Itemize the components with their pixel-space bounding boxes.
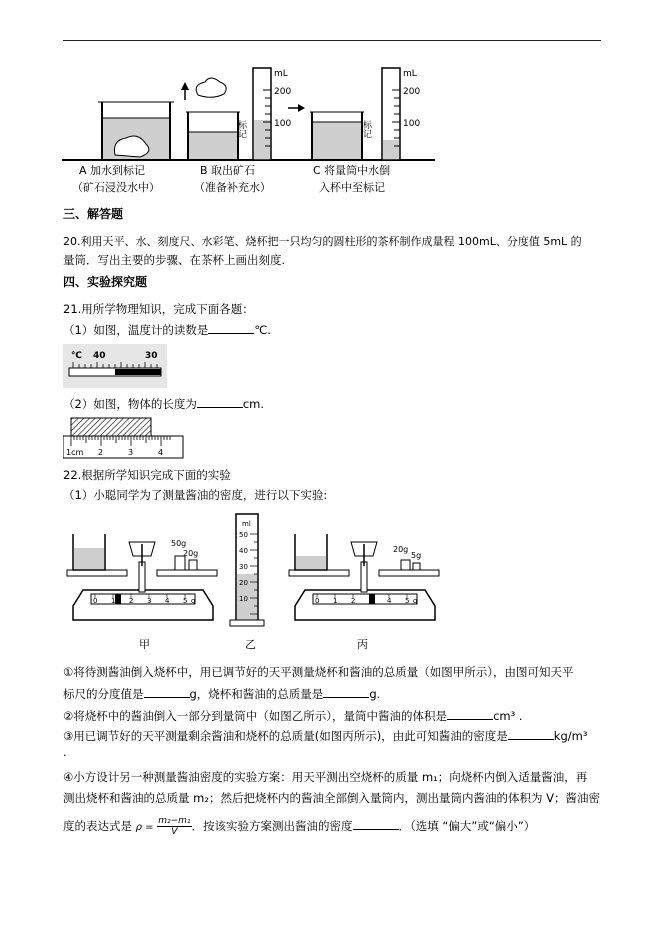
bing-weight-20g: 20g [393, 545, 409, 554]
cylinder-figure-yi [228, 512, 268, 628]
q21-part2-prefix: （2）如图，物体的长度为 [63, 397, 197, 411]
bing-mark-g: g [413, 597, 418, 605]
q21-part2-suffix: cm. [242, 397, 265, 411]
q22-step4-c: ．（选填 “偏大”或“偏小”） [398, 819, 536, 833]
q21-part1 [63, 322, 271, 338]
formula-lhs: ρ = [135, 822, 154, 833]
thermo-label-right: 30 [145, 351, 158, 361]
q22-step4-a: 度的表达式是 [63, 819, 132, 833]
q22-division-blank[interactable] [144, 686, 190, 698]
ruler-label-4: 4 [158, 448, 164, 457]
bing-weight-5g: 5g [411, 551, 422, 560]
cyl-yi-tick-40: 40 [239, 547, 248, 555]
mark-label-1: 标记 [236, 120, 246, 138]
balance-figure-jia [63, 528, 223, 628]
q22-step4-line1: ④小方设计另一种测量酱油密度的实验方案：用天平测出空烧杯的质量 m₁；向烧杯内倒入适量酱油，再 [63, 770, 588, 784]
bing-mark-0: 0 [315, 597, 320, 605]
q22-bias-blank[interactable] [353, 818, 399, 830]
q22-step2-a: ②将烧杯中的酱油倒入一部分到量筒中（如图乙所示），量筒中酱油的体积是 [63, 709, 448, 723]
cyl-yi-tick-30: 30 [239, 563, 248, 571]
section-4-title: 四、实验探究题 [63, 275, 148, 289]
jia-mark-0: 0 [93, 597, 98, 605]
label-jia: 甲 [139, 638, 150, 651]
q22-step4-line3 [63, 815, 535, 839]
q21-part2 [63, 396, 264, 412]
header-rule [63, 40, 601, 41]
q22-step3 [63, 728, 587, 744]
step-b-line2: （准备补充水） [194, 181, 271, 194]
cyl2-tick-100: 100 [403, 119, 421, 129]
cyl1-unit: mL [274, 69, 288, 79]
formula-numerator: m₂−m₁ [158, 816, 191, 826]
q22-step3-end: . [63, 745, 67, 759]
cyl-yi-tick-20: 20 [239, 579, 248, 587]
q22-step1-c: g. [369, 687, 381, 701]
ore-volume-figure [60, 60, 440, 200]
thermometer-figure [63, 344, 168, 389]
bing-mark-1: 1 [333, 597, 338, 605]
cyl-yi-unit: ml [242, 520, 251, 528]
q22-volume-blank[interactable] [447, 708, 493, 720]
jia-mark-3: 3 [147, 597, 152, 605]
step-b-line1: B 取出矿石 [200, 164, 256, 177]
jia-weight-20g: 20g [183, 549, 199, 558]
cyl1-tick-100: 100 [274, 119, 292, 129]
cyl2-tick-200: 200 [403, 87, 421, 97]
cyl2-unit: mL [403, 69, 417, 79]
ruler-label-2: 2 [98, 448, 104, 457]
balance-figure-bing [285, 528, 445, 628]
cyl-yi-tick-10: 10 [239, 595, 248, 603]
bing-mark-4: 4 [387, 597, 392, 605]
ruler-figure [63, 416, 185, 460]
q22-step3-a: ③用已调节好的天平测量剩余酱油和烧杯的总质量(如图丙所示)，由此可知酱油的密度是 [63, 729, 508, 743]
q21-stem: 21.用所学物理知识，完成下面各题： [63, 302, 254, 316]
step-a-line1: A 加水到标记 [79, 164, 146, 177]
jia-mark-5: 5 [183, 597, 188, 605]
step-c-line1: C 将量筒中水倒 [313, 164, 391, 177]
jia-mark-4: 4 [165, 597, 170, 605]
q22-step4-b: ．按该实验方案测出酱油的密度 [191, 819, 353, 833]
jia-weight-50g: 50g [171, 539, 187, 548]
bing-mark-5: 5 [405, 597, 410, 605]
label-yi: 乙 [245, 638, 256, 651]
q22-step3-b: kg/m³ [553, 729, 588, 743]
q22-density-blank[interactable] [508, 728, 554, 740]
q21-part2-blank[interactable] [197, 396, 243, 408]
mark-label-2: 标记 [361, 120, 371, 138]
ruler-label-3: 3 [128, 448, 134, 457]
density-formula [157, 816, 191, 837]
q22-stem: 22.根据所学知识完成下面的实验 [63, 468, 231, 482]
cyl1-tick-200: 200 [274, 87, 292, 97]
formula-denominator: V [171, 827, 178, 837]
label-bing: 丙 [357, 638, 368, 651]
q22-step2-b: cm³ . [493, 709, 523, 723]
q22-step1-line1: ①将待测酱油倒入烧杯中，用已调节好的天平测量烧杯和酱油的总质量（如图甲所示），由图可知天平 [63, 665, 574, 679]
bing-mark-2: 2 [351, 597, 356, 605]
q22-step1-line2 [63, 686, 380, 702]
q22-intro: （1）小聪同学为了测量酱油的密度，进行以下实验: [63, 488, 328, 502]
q21-part1-prefix: （1）如图，温度计的读数是 [63, 323, 209, 337]
jia-mark-2: 2 [129, 597, 134, 605]
section-3-title: 三、解答题 [63, 207, 124, 221]
cyl-yi-tick-50: 50 [239, 531, 248, 539]
thermo-label-left: 40 [93, 351, 106, 361]
q21-part1-blank[interactable] [208, 322, 254, 334]
q22-step1-a: 标尺的分度值是 [63, 687, 144, 701]
q20-line1: 20.利用天平、水、刻度尺、水彩笔、烧杯把一只均匀的圆柱形的茶杯制作成量程 100mL、分度值 5mL 的 [63, 235, 582, 248]
thermo-unit: ℃ [71, 351, 82, 361]
q21-part1-suffix: ℃. [254, 323, 271, 337]
bing-mark-3: 3 [369, 597, 374, 605]
ruler-unit: 1cm [66, 448, 84, 457]
step-a-line2: （矿石浸没水中） [72, 181, 160, 194]
q22-total-mass-blank[interactable] [323, 686, 369, 698]
q20-line2: 量筒．写出主要的步骤、在茶杯上画出刻度. [63, 253, 286, 267]
step-c-line2: 入杯中至标记 [319, 181, 385, 194]
jia-mark-g: g [191, 597, 196, 605]
q22-step1-b: g，烧杯和酱油的总质量是 [189, 687, 324, 701]
q22-step4-line2: 测出烧杯和酱油的总质量 m₂；然后把烧杯内的酱油全部倒入量筒内，测出量筒内酱油的体积为 V；酱油密 [63, 791, 600, 805]
q22-step2 [63, 708, 523, 724]
jia-mark-1: 1 [111, 597, 116, 605]
